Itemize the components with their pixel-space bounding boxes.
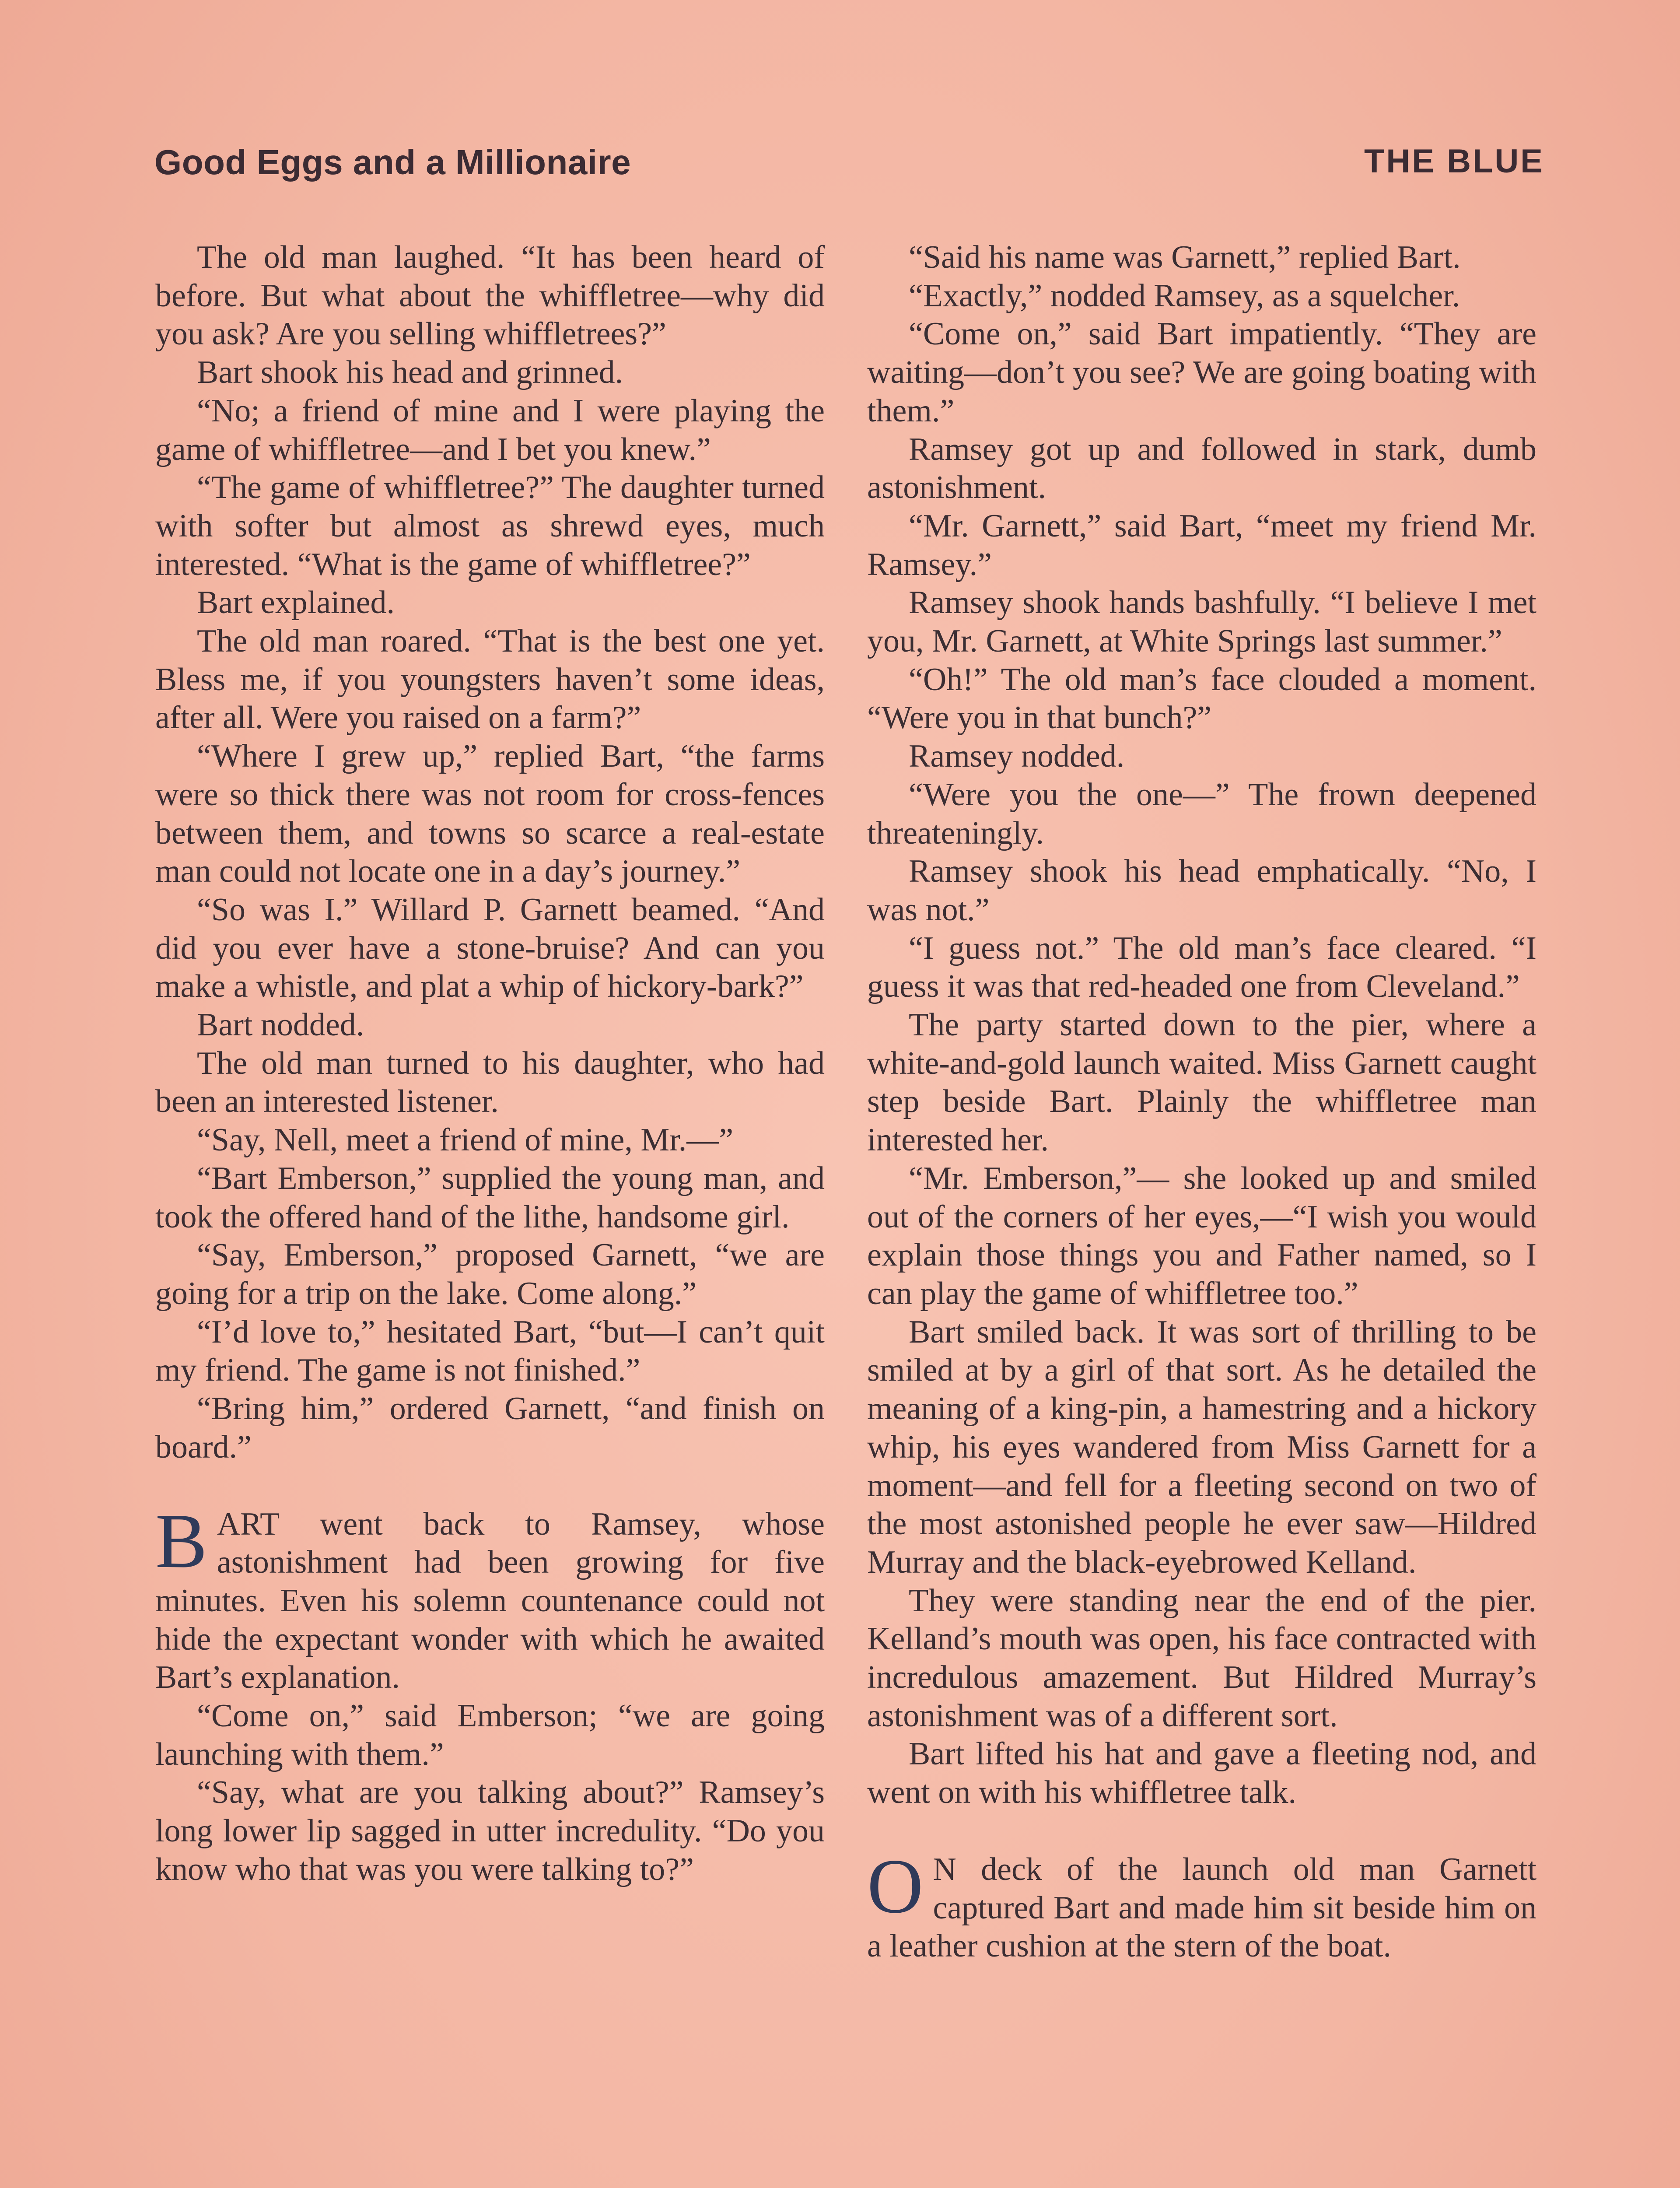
paragraph: “Where I grew up,” replied Bart, “the farms were so thick there was not room for cross-fences between them, and towns so scarce a real-estate man could not locate one in a day’s journey.” xyxy=(155,738,825,890)
paragraph: “Bart Emberson,” supplied the young man, and took the offered hand of the lithe, handsome girl. xyxy=(155,1160,825,1235)
paragraph: “Say, Emberson,” proposed Garnett, “we are going for a trip on the lake. Come along.” xyxy=(155,1237,825,1311)
paragraph: “Come on,” said Emberson; “we are going launching with them.” xyxy=(155,1698,825,1772)
story-title: Good Eggs and a Millionaire xyxy=(154,143,631,182)
drop-cap-text: N deck of the launch old man Garnett captured Bart and made him sit beside him on a leather cushion at the stern of the boat. xyxy=(867,1851,1536,1964)
paragraph: “Exactly,” nodded Ramsey, as a squelcher. xyxy=(909,277,1460,314)
paragraph: Bart lifted his hat and gave a fleeting nod, and went on with his whiffletree talk. xyxy=(867,1736,1536,1811)
paragraph: The old man roared. “That is the best one yet. Bless me, if you youngsters haven’t some ideas, after all. Were you raised on a farm?” xyxy=(155,623,825,736)
paragraph: The old man laughed. “It has been heard of before. But what about the whiffletree—why did you ask? Are you selling whiffletrees?” xyxy=(155,239,825,352)
paragraph: Ramsey shook his head emphatically. “No, I was not.” xyxy=(867,853,1536,928)
paragraph: “No; a friend of mine and I were playing the game of whiffletree—and I bet you knew.” xyxy=(155,393,825,467)
paragraph: “Say, Nell, meet a friend of mine, Mr.—” xyxy=(197,1122,734,1158)
paragraph: “I guess not.” The old man’s face cleared. “I guess it was that red-headed one from Cleveland.” xyxy=(867,930,1536,1005)
right-column xyxy=(867,238,1536,1966)
paragraph: “The game of whiffletree?” The daughter turned with softer but almost as shrewd eyes, much interested. “What is the game of whiffletree?” xyxy=(155,470,825,582)
paragraph: “So was I.” Willard P. Garnett beamed. “And did you ever have a stone-bruise? And can you make a whistle, and plat a whip of hickory-bark?” xyxy=(155,891,825,1005)
drop-cap-letter: B xyxy=(155,1497,207,1584)
paragraph: “Bring him,” ordered Garnett, “and finish on board.” xyxy=(155,1391,825,1465)
paragraph: They were standing near the end of the pier. Kelland’s mouth was open, his face contracted with incredulous amazement. But Hildred Murray’s astonishment was of a different sort. xyxy=(867,1582,1536,1734)
paragraph: “Say, what are you talking about?” Ramsey’s long lower lip sagged in utter incredulity. “Do you know who that was you were talking to?” xyxy=(155,1774,825,1887)
paragraph: Ramsey nodded. xyxy=(909,738,1125,775)
paragraph: “Come on,” said Bart impatiently. “They are waiting—don’t you see? We are going boating with them.” xyxy=(867,316,1536,429)
running-header xyxy=(154,142,1544,190)
paragraph: “Mr. Garnett,” said Bart, “meet my friend Mr. Ramsey.” xyxy=(867,508,1536,582)
left-column xyxy=(155,238,825,1889)
paragraph: Bart nodded. xyxy=(197,1007,364,1043)
drop-cap-paragraph xyxy=(155,1497,825,1697)
drop-cap-paragraph xyxy=(867,1842,1536,1966)
paragraph: The party started down to the pier, where a white-and-gold launch waited. Miss Garnett caught step beside Bart. Plainly the whiffletree man interested her. xyxy=(867,1007,1536,1158)
paragraph: “Were you the one—” The frown deepened threateningly. xyxy=(867,776,1536,851)
paragraph: “Oh!” The old man’s face clouded a moment. “Were you in that bunch?” xyxy=(867,661,1536,736)
drop-cap-letter: O xyxy=(867,1842,924,1929)
paragraph: “Mr. Emberson,”— she looked up and smiled out of the corners of her eyes,—“I wish you would explain those things you and Father named, so I can play the game of whiffletree too.” xyxy=(867,1160,1536,1311)
paragraph: “I’d love to,” hesitated Bart, “but—I can’t quit my friend. The game is not finished.” xyxy=(155,1314,825,1389)
drop-cap-text: ART went back to Ramsey, whose astonishment had been growing for five minutes. Even his solemn countenance could not hide the expectant wonder with which he awaited Bart’s explanation. xyxy=(155,1506,825,1696)
paragraph: Bart shook his head and grinned. xyxy=(197,354,623,391)
paragraph: Ramsey got up and followed in stark, dumb astonishment. xyxy=(867,431,1536,506)
paragraph: Bart explained. xyxy=(197,585,395,621)
paragraph: Bart smiled back. It was sort of thrilling to be smiled at by a girl of that sort. As he detailed the meaning of a king-pin, a hamestring and a hickory whip, his eyes wandered from Miss Garnett for a moment—and fell for a fleeting second on two of the most astonished people he ever saw—Hildred Murray and the black-eyebrowed Kelland. xyxy=(867,1314,1536,1580)
paragraph: Ramsey shook hands bashfully. “I believe I met you, Mr. Garnett, at White Springs last summer.” xyxy=(867,585,1536,659)
paragraph: “Said his name was Garnett,” replied Bart. xyxy=(909,239,1461,275)
paragraph: The old man turned to his daughter, who had been an interested listener. xyxy=(155,1045,825,1120)
magazine-name: THE BLUE xyxy=(1364,143,1544,180)
